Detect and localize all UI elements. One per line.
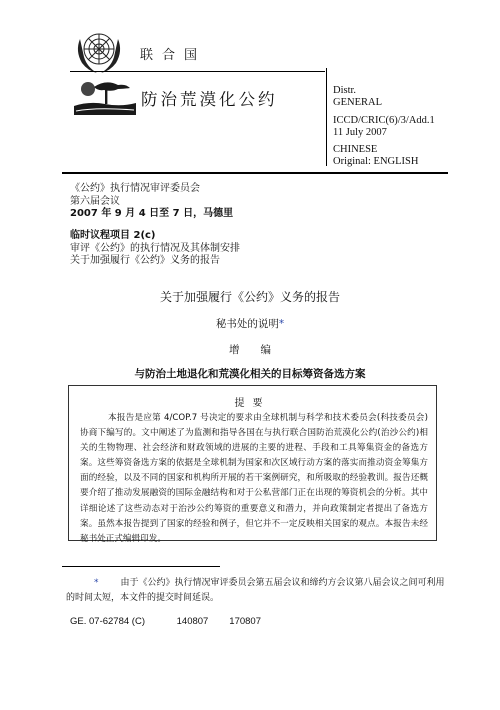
convention-name: 防治荒漠化公约 (141, 90, 278, 109)
summary-text: 本报告是应第 4/COP.7 号决定的要求由全球机制与科学和技术委员会(科技委员会)协商下编写的。文中阐述了为监测和指导各国在与执行联合国防治荒漠化公约(治沙公约)相关的生物物理、社会经济和财政领域的进展的主要的进程、手段和工具筹集资金的备选方案。这些筹资备选方案的依据是全球机制为国家和次区域行动方案的落实而推动资金筹集方面的经验，以及不同的国家和机构所开展的若干案例研究，和所吸取的经验教训。报告还概要介绍了推动发展融资的国际金融结构和对于公私营部门正在出现的筹资机会的分析。其中详细论述了这些动态对于治沙公约筹资的重要意义和潜力，并向政策制定者提出了备选方案。虽然本报告提到了国家的经验和例子，但它并不一定反映相关国家的观点。本报告未经秘书处正式编辑印发。 (80, 413, 428, 544)
agenda-report-title: 关于加强履行《公约》义务的报告 (70, 255, 220, 266)
summary-heading: 提要 (234, 398, 271, 409)
original-language: Original: ENGLISH (333, 156, 419, 167)
subject-title: 与防治土地退化和荒漠化相关的目标筹资备选方案 (134, 368, 366, 380)
session-block (70, 183, 233, 221)
un-emblem-logo (74, 27, 124, 77)
footnote-text: 由于《公约》执行情况审评委员会第五届会议和缔约方会议第八届会议之间可利用的时间太短，本文件的提交时间延误。 (66, 578, 445, 603)
committee-name: 《公约》执行情况审评委员会 (70, 183, 200, 194)
distr-label: Distr. (333, 85, 357, 96)
agenda-item: 临时议程项目 2(c) (70, 230, 156, 241)
header-rule (70, 71, 325, 72)
document-symbol: ICCD/CRIC(6)/3/Add.1 (333, 115, 435, 126)
main-title: 关于加强履行《公约》义务的报告 (159, 290, 340, 304)
footnote-rule (62, 566, 220, 567)
header-bottom-rule (62, 172, 448, 174)
document-language: CHINESE (333, 144, 378, 155)
note-asterisk: * (278, 318, 285, 330)
distr-value: GENERAL (333, 97, 382, 108)
agenda-subtitle: 审评《公约》的执行情况及其体制安排 (70, 242, 240, 254)
document-symbol-block (333, 115, 435, 139)
agenda-block (70, 230, 240, 268)
note-label: 秘书处的说明 (215, 318, 279, 330)
footnote-marker: * (94, 578, 99, 588)
session-dates: 2007 年 9 月 4 日至 7 日，马德里 (70, 208, 234, 219)
secretariat-note (0, 316, 500, 331)
document-footer (70, 616, 261, 627)
addendum-label: 增 编 (229, 344, 271, 356)
ccd-tree-logo (74, 77, 136, 115)
un-name: 联合国 (140, 48, 207, 63)
header-divider (326, 68, 327, 166)
footnote (66, 576, 446, 606)
job-number: GE. 07-62784 (C) (70, 616, 145, 627)
footer-code-2: 170807 (229, 616, 261, 627)
summary-box (68, 385, 437, 544)
distribution-block (333, 85, 382, 109)
document-date: 11 July 2007 (333, 127, 387, 138)
session-number: 第六届会议 (70, 195, 120, 207)
language-block (333, 144, 418, 168)
footer-code-1: 140807 (176, 616, 209, 627)
